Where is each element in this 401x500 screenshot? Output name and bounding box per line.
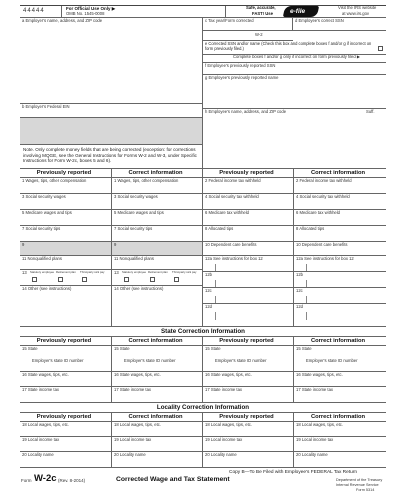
local-col-header-1 <box>20 413 112 422</box>
box-1-previous[interactable] <box>20 178 112 194</box>
state-section-title: State Correction Information <box>20 327 386 337</box>
box-4-correct[interactable] <box>294 194 386 210</box>
box-6-label: 6 Medicare tax withheld <box>205 210 249 215</box>
col-header-correct: Correct information <box>310 170 366 176</box>
box-1-label: 1 Wages, tips, other compensation <box>114 178 179 183</box>
state-15-col2[interactable] <box>112 346 203 372</box>
irs-name: Internal Revenue Service <box>336 483 379 487</box>
thirdparty-label: Third-party sick pay <box>172 270 197 274</box>
box-h-address-label: h Employee's name, address, and ZIP code <box>205 109 287 114</box>
box-13-previous <box>20 270 112 286</box>
box-12a-label: 12a See instructions for box 12 <box>296 256 354 261</box>
corrected-ssn-box[interactable] <box>203 41 386 55</box>
box-e-label: e Corrected SSN and/or name (Check this box and complete boxes f and/or g if incorrect on form previously filed.) <box>205 41 372 51</box>
box-4-label: 4 Social security tax withheld <box>205 194 259 199</box>
complete-boxes-text: Complete boxes f and/or g only if incorrect on form previously filed ▶ <box>233 55 361 59</box>
box-13-label: 13 <box>114 270 119 275</box>
box-17-label: 17 State income tax <box>114 387 152 392</box>
box-14-previous[interactable] <box>20 286 112 327</box>
control-code: 44444 <box>23 8 45 14</box>
box-12d-previous[interactable] <box>203 304 294 327</box>
code-divider <box>215 264 216 272</box>
box-12d-label: 12d <box>296 304 303 309</box>
box-5-previous[interactable] <box>20 210 112 226</box>
omb-number: OMB No. 1545-0008 <box>66 11 105 16</box>
box-18-label: 18 Local wages, tips, etc. <box>205 422 253 427</box>
box-19-label: 19 Local income tax <box>205 437 243 442</box>
box-1-label: 1 Wages, tips, other compensation <box>22 178 87 183</box>
box-16-label: 16 State wages, tips, etc. <box>114 372 161 377</box>
efile-logo-text: e-file <box>290 8 306 15</box>
employer-ein-box[interactable] <box>20 104 203 118</box>
box-3-correct[interactable] <box>112 194 203 210</box>
box-20-label: 20 Locality name <box>114 452 146 457</box>
box-9-previous <box>20 242 112 256</box>
form-name: W-2c <box>34 473 57 484</box>
box-2-correct[interactable] <box>294 178 386 194</box>
statutory-label: Statutory employee <box>30 270 55 274</box>
box-19-label: 19 Local income tax <box>22 437 60 442</box>
box-10-label: 10 Dependent care benefits <box>296 242 348 247</box>
box-16-label: 16 State wages, tips, etc. <box>22 372 69 377</box>
box-d-label: d Employee's correct SSN <box>295 18 344 23</box>
retirement-label: Retirement plan <box>56 270 76 274</box>
state-id-label: Employer's state ID number <box>124 358 176 363</box>
col-header-correct: Correct information <box>128 338 183 344</box>
box-17-label: 17 State income tax <box>22 387 60 392</box>
box-10-label: 10 Dependent care benefits <box>205 242 257 247</box>
box-7-label: 7 Social security tips <box>114 226 153 231</box>
state-col-header-1 <box>20 337 112 346</box>
local-18-col2[interactable] <box>112 422 203 437</box>
fast-use-label: FAST! Use <box>252 11 273 16</box>
box-5-label: 5 Medicare wages and tips <box>114 210 164 215</box>
visit-irs-label: Visit the IRS website <box>338 6 377 10</box>
state-16-col3[interactable] <box>203 372 294 387</box>
box-12a-previous[interactable] <box>203 256 294 272</box>
box-8-correct[interactable] <box>294 226 386 242</box>
box-16-label: 16 State wages, tips, etc. <box>205 372 252 377</box>
box-15-label: 15 State <box>114 346 130 351</box>
retirement-label: Retirement plan <box>148 270 168 274</box>
col-header-previous: Previously reported <box>219 338 274 344</box>
box-f-label: f Employee's previously reported SSN <box>205 63 276 68</box>
state-17-col4[interactable] <box>294 387 386 403</box>
previous-ssn-box[interactable] <box>203 63 386 75</box>
box-1-correct[interactable] <box>112 178 203 194</box>
col-header-right-correct <box>294 169 386 178</box>
box-17-label: 17 State income tax <box>205 387 243 392</box>
box-3-label: 3 Social security wages <box>114 194 158 199</box>
employer-name-box[interactable] <box>20 18 203 104</box>
box-c-label: c Tax year/Form corrected <box>205 18 254 23</box>
box-20-label: 20 Locality name <box>296 452 328 457</box>
box-10-correct[interactable] <box>294 242 386 256</box>
previous-name-box[interactable] <box>203 75 386 109</box>
official-use-box <box>62 6 226 18</box>
statutory-checkbox[interactable] <box>124 277 129 282</box>
local-19-col2[interactable] <box>112 437 203 452</box>
state-16-col4[interactable] <box>294 372 386 387</box>
local-20-col1[interactable] <box>20 452 112 468</box>
box-11-label: 11 Nonqualified plans <box>114 256 154 261</box>
thirdparty-checkbox[interactable] <box>174 277 179 282</box>
box-8-label: 8 Allocated tips <box>296 226 325 231</box>
state-17-col1[interactable] <box>20 387 112 403</box>
retirement-checkbox[interactable] <box>150 277 155 282</box>
box-15-label: 15 State <box>205 346 221 351</box>
box-7-previous[interactable] <box>20 226 112 242</box>
local-18-col4[interactable] <box>294 422 386 437</box>
employee-address-box[interactable] <box>203 109 386 169</box>
local-19-col1[interactable] <box>20 437 112 452</box>
official-use-label: For Official Use Only ▶ <box>66 6 116 11</box>
box-18-label: 18 Local wages, tips, etc. <box>114 422 162 427</box>
w2c-form <box>20 5 386 495</box>
box-9-correct <box>112 242 203 256</box>
form-type-box <box>203 31 293 41</box>
box-12a-correct[interactable] <box>294 256 386 272</box>
box-20-label: 20 Locality name <box>22 452 54 457</box>
dept-treasury: Department of the Treasury <box>336 478 383 482</box>
box-12c-label: 12c <box>205 288 212 293</box>
note-box <box>20 145 203 169</box>
code-divider <box>306 264 307 272</box>
local-19-col3[interactable] <box>203 437 294 452</box>
statutory-label: Statutory employee <box>122 270 147 274</box>
box-8-label: 8 Allocated tips <box>205 226 234 231</box>
employee-ssn-box[interactable] <box>293 18 386 31</box>
note-text: Note. Only complete money fields that are being corrected (exception: for corrections involving MQGE, see the General Instructions for Forms W-2 and W-3, under Specific Instructions for Form W-2c, boxes 5 and 6). <box>23 147 197 164</box>
col-header-correct: Correct information <box>128 414 183 420</box>
state-15-col1[interactable] <box>20 346 112 372</box>
col-header-previous: Previously reported <box>219 414 274 420</box>
local-20-col3[interactable] <box>203 452 294 468</box>
box-16-label: 16 State wages, tips, etc. <box>296 372 343 377</box>
box-15-label: 15 State <box>296 346 312 351</box>
state-17-col3[interactable] <box>203 387 294 403</box>
code-divider <box>306 312 307 320</box>
box-6-correct[interactable] <box>294 210 386 226</box>
box-g-label: g Employee's previously reported name <box>205 75 279 80</box>
box-12c-previous[interactable] <box>203 288 294 304</box>
box-12b-correct[interactable] <box>294 272 386 288</box>
code-divider <box>306 296 307 304</box>
thirdparty-checkbox[interactable] <box>82 277 87 282</box>
form-word: Form <box>21 478 32 483</box>
box-18-label: 18 Local wages, tips, etc. <box>296 422 344 427</box>
local-20-col4[interactable] <box>294 452 386 468</box>
retirement-checkbox[interactable] <box>58 277 63 282</box>
box-5-correct[interactable] <box>112 210 203 226</box>
box-3-previous[interactable] <box>20 194 112 210</box>
box-10-previous[interactable] <box>203 242 294 256</box>
locality-section-title: Locality Correction Information <box>20 403 386 413</box>
thirdparty-label: Third-party sick pay <box>80 270 105 274</box>
box-13-label: 13 <box>22 270 27 275</box>
box-14-label: 14 Other (see instructions) <box>22 286 72 291</box>
box-8-previous[interactable] <box>203 226 294 242</box>
box-5-label: 5 Medicare wages and tips <box>22 210 72 215</box>
box-2-label: 2 Federal income tax withheld <box>296 178 352 183</box>
col-header-correct: Correct information <box>310 338 366 344</box>
state-col-header-4 <box>294 337 386 346</box>
suffix-label: Suff. <box>366 109 375 114</box>
box-12c-label: 12c <box>296 288 303 293</box>
state-id-label: Employer's state ID number <box>306 358 358 363</box>
col-header-left-correct <box>112 169 203 178</box>
local-col-header-3 <box>203 413 294 422</box>
box-11-label: 11 Nonqualified plans <box>22 256 62 261</box>
col-header-previous: Previously reported <box>36 170 92 176</box>
statutory-checkbox[interactable] <box>32 277 37 282</box>
box-9-label: 9 <box>22 242 25 247</box>
col-header-correct: Correct information <box>310 414 366 420</box>
box-20-label: 20 Locality name <box>205 452 237 457</box>
complete-boxes-instruction <box>203 55 386 63</box>
w2-label: W-2 <box>255 32 263 37</box>
box-12b-previous[interactable] <box>203 272 294 288</box>
state-16-col1[interactable] <box>20 372 112 387</box>
box-4-previous[interactable] <box>203 194 294 210</box>
box-b-label: b Employer's Federal EIN <box>22 104 70 109</box>
state-15-col3[interactable] <box>203 346 294 372</box>
state-16-col2[interactable] <box>112 372 203 387</box>
box-12d-correct[interactable] <box>294 304 386 327</box>
state-17-col2[interactable] <box>112 387 203 403</box>
box-14-label: 14 Other (see instructions) <box>114 286 164 291</box>
box-12d-label: 12d <box>205 304 212 309</box>
box-2-label: 2 Federal income tax withheld <box>205 178 261 183</box>
local-18-col3[interactable] <box>203 422 294 437</box>
local-col-header-2 <box>112 413 203 422</box>
local-20-col2[interactable] <box>112 452 203 468</box>
col-header-correct: Correct information <box>128 170 183 176</box>
efile-box <box>226 6 386 18</box>
col-header-previous: Previously reported <box>219 170 274 176</box>
form-title: Corrected Wage and Tax Statement <box>116 476 230 483</box>
box-9-label: 9 <box>114 242 117 247</box>
box-12b-label: 12b <box>205 272 212 277</box>
state-col-header-2 <box>112 337 203 346</box>
col-header-previous: Previously reported <box>36 414 92 420</box>
col-header-right-prev <box>203 169 294 178</box>
form-revision: (Rev. 8-2014) <box>58 478 86 483</box>
box-3-label: 3 Social security wages <box>22 194 66 199</box>
box-7-correct[interactable] <box>112 226 203 242</box>
corrected-ssn-checkbox[interactable] <box>378 46 383 51</box>
safe-accurate-label: Safe, accurate, <box>246 6 276 10</box>
box-6-label: 6 Medicare tax withheld <box>296 210 340 215</box>
irs-url: at www.irs.gov <box>342 11 369 16</box>
box-19-label: 19 Local income tax <box>296 437 334 442</box>
box-14-correct[interactable] <box>112 286 203 327</box>
code-divider <box>306 280 307 288</box>
box-12b-label: 12b <box>296 272 303 277</box>
state-id-label: Employer's state ID number <box>215 358 267 363</box>
box-12a-label: 12a See instructions for box 12 <box>205 256 263 261</box>
code-divider <box>215 296 216 304</box>
form-number: Form 5314 <box>356 488 375 492</box>
box-12c-correct[interactable] <box>294 288 386 304</box>
box-11-previous[interactable] <box>20 256 112 270</box>
local-18-col1[interactable] <box>20 422 112 437</box>
tax-year-box[interactable] <box>203 18 293 31</box>
box-11-correct[interactable] <box>112 256 203 270</box>
box-18-label: 18 Local wages, tips, etc. <box>22 422 70 427</box>
control-number-box[interactable] <box>20 6 62 18</box>
box-17-label: 17 State income tax <box>296 387 334 392</box>
local-19-col4[interactable] <box>294 437 386 452</box>
box-2-previous[interactable] <box>203 178 294 194</box>
box-a-label: a Employer's name, address, and ZIP code <box>22 18 103 23</box>
shaded-area-left <box>20 118 203 145</box>
state-15-col4[interactable] <box>294 346 386 372</box>
state-col-header-3 <box>203 337 294 346</box>
box-19-label: 19 Local income tax <box>114 437 152 442</box>
copy-b-label: Copy B—To Be Filed with Employee's FEDERAL Tax Return <box>229 470 358 475</box>
state-id-label: Employer's state ID number <box>32 358 84 363</box>
local-col-header-4 <box>294 413 386 422</box>
box-6-previous[interactable] <box>203 210 294 226</box>
col-header-previous: Previously reported <box>36 338 92 344</box>
box-7-label: 7 Social security tips <box>22 226 61 231</box>
code-divider <box>215 280 216 288</box>
code-divider <box>215 312 216 320</box>
box-4-label: 4 Social security tax withheld <box>296 194 350 199</box>
col-header-left-prev <box>20 169 112 178</box>
box-13-correct <box>112 270 203 286</box>
box-15-label: 15 State <box>22 346 38 351</box>
